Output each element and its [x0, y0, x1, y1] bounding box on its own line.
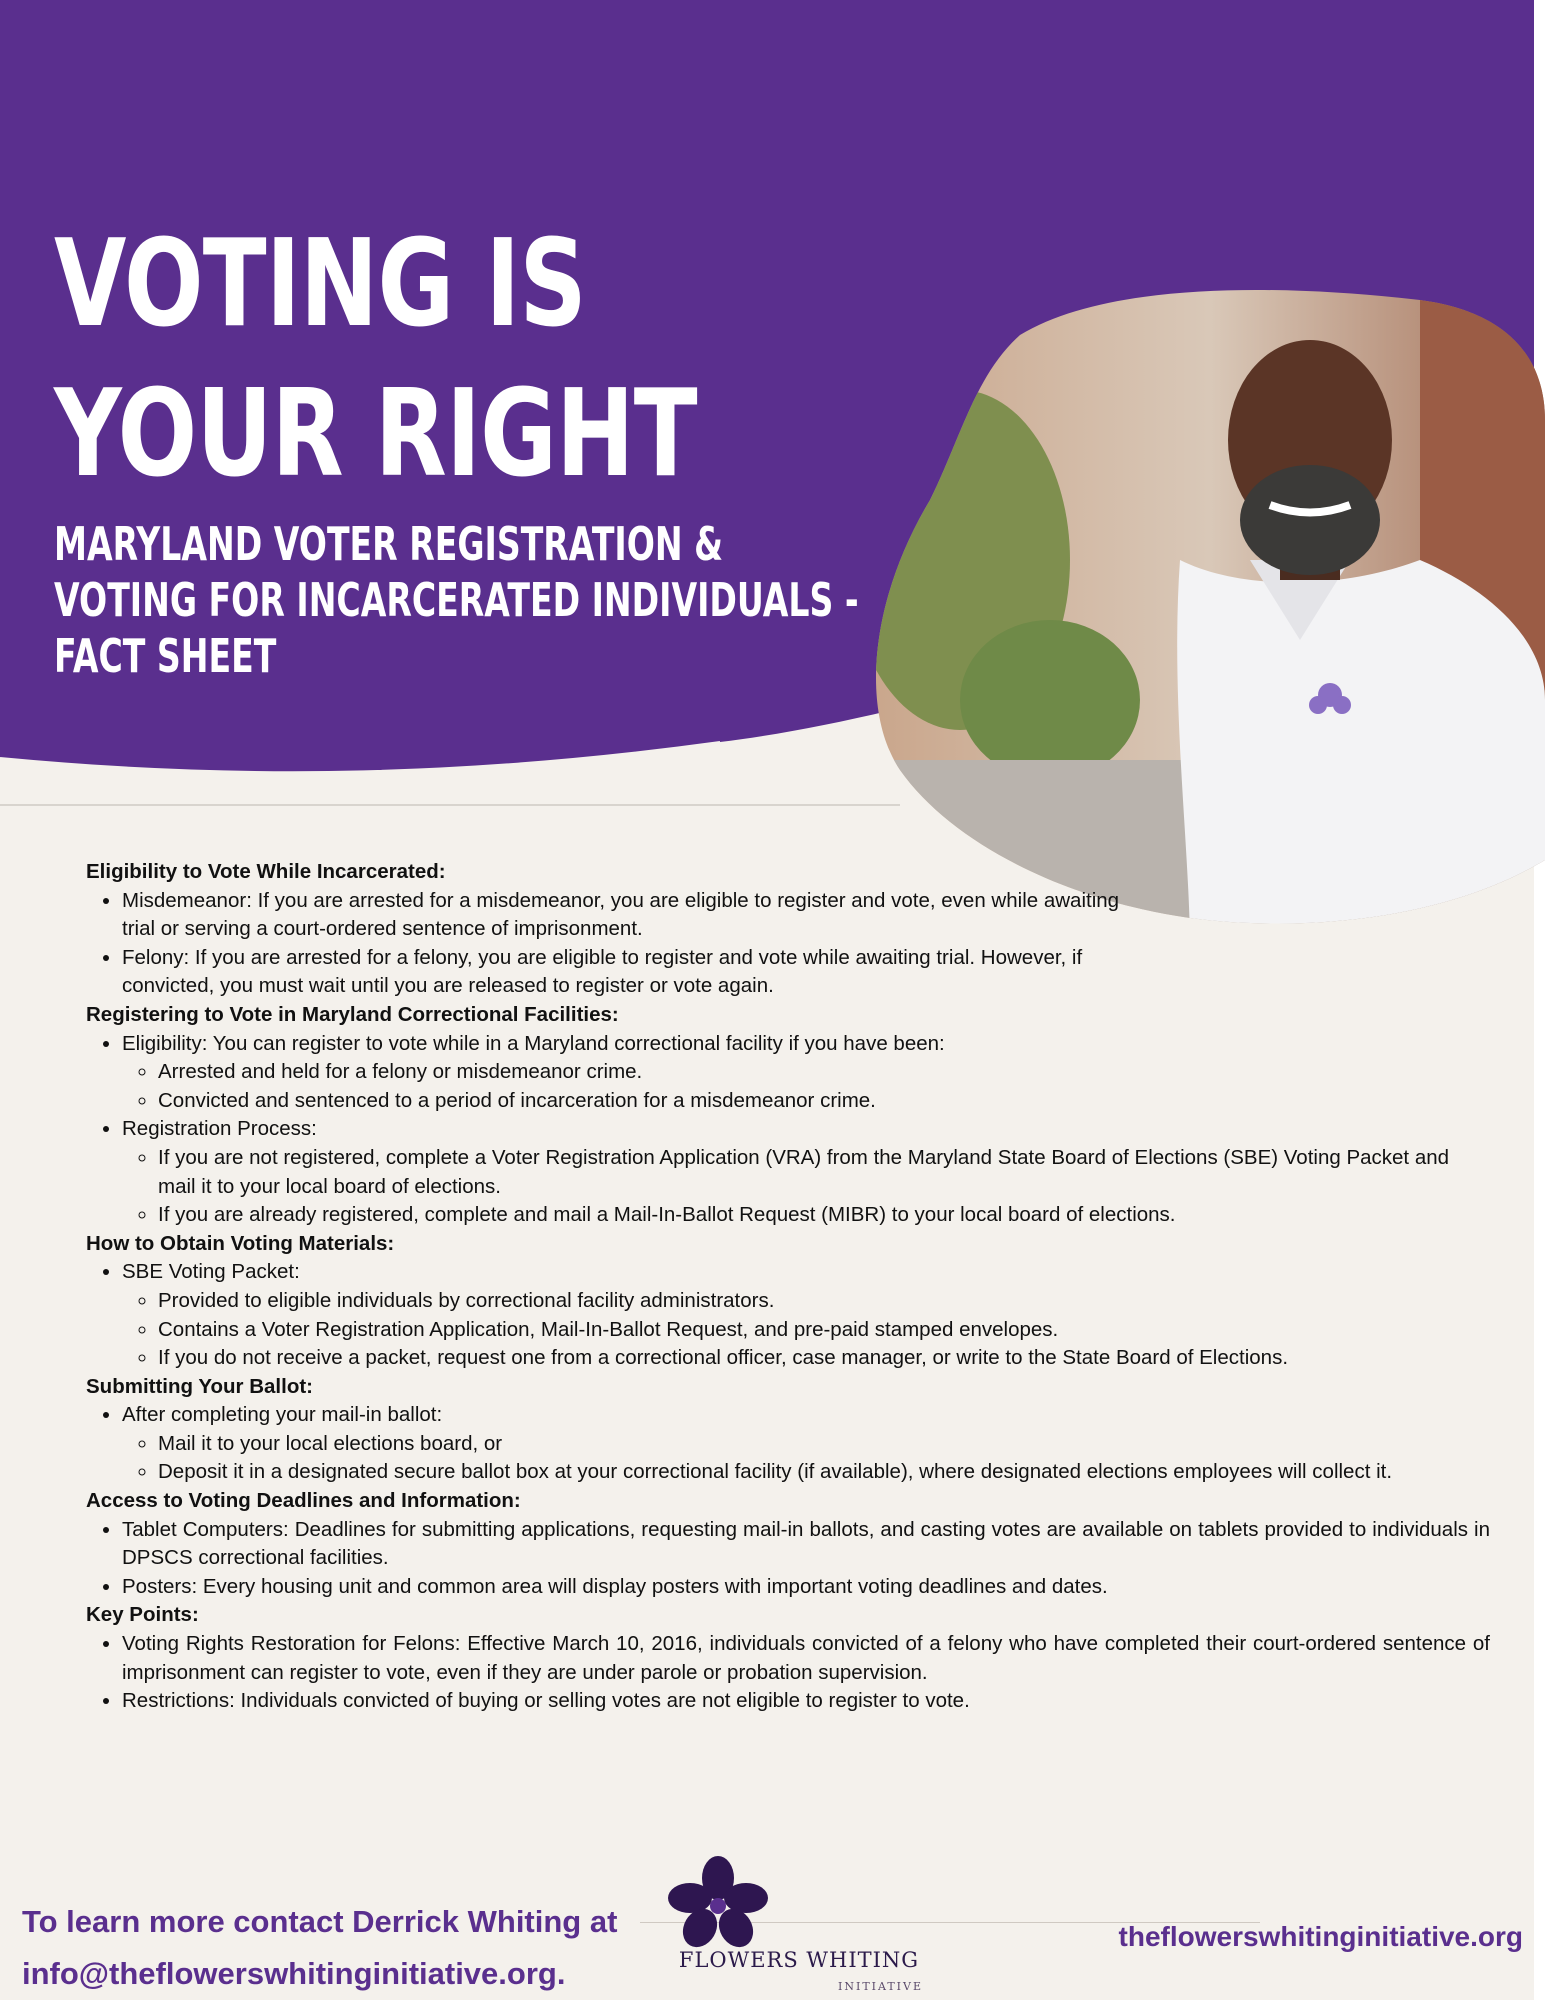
fact-sheet-body	[86, 858, 1490, 1716]
section-heading-eligibility: Eligibility to Vote While Incarcerated:	[86, 860, 446, 883]
logo-subtitle: INITIATIVE	[838, 1980, 923, 1993]
subtitle-line-1: MARYLAND VOTER REGISTRATION &	[54, 517, 724, 571]
logo-name: FLOWERS WHITING	[678, 1948, 920, 1972]
sub-list-item: ◦ If you do not receive a packet, request one from a correctional officer, case manager, or write to the State Board of Elections.	[158, 1344, 1490, 1373]
list-item: • Restrictions: Individuals convicted of buying or selling votes are not eligible to register to vote.	[122, 1687, 1490, 1716]
list-item: • Misdemeanor: If you are arrested for a misdemeanor, you are eligible to register and vote, even while awaiting trial or serving a court-ordered sentence of imprisonment.	[122, 887, 1122, 944]
sub-list-item: ◦ Deposit it in a designated secure ballot box at your correctional facility (if available), where designated elections employees will collect it.	[158, 1458, 1490, 1487]
title-line-1: VOTING IS	[54, 215, 587, 354]
footer-contact-line-1: To learn more contact Derrick Whiting at	[22, 1904, 618, 1939]
list-item	[122, 1258, 1490, 1372]
logo-wordmark	[674, 1948, 924, 1972]
key-points-list	[86, 1630, 1490, 1716]
sub-list	[122, 1287, 1490, 1373]
list-item-text: SBE Voting Packet:	[122, 1260, 300, 1284]
footer-contact	[22, 1896, 617, 2000]
sub-list-item: ◦ Arrested and held for a felony or misdemeanor crime.	[158, 1058, 1490, 1087]
website-link[interactable]: theflowerswhitinginitiative.org	[1118, 1921, 1523, 1952]
sub-list	[122, 1430, 1490, 1487]
registering-list	[86, 1030, 1490, 1230]
section-heading-deadlines: Access to Voting Deadlines and Information:	[86, 1489, 521, 1513]
list-item-text: Registration Process:	[122, 1117, 317, 1141]
section-heading-key-points: Key Points:	[86, 1603, 199, 1627]
subtitle-line-3: FACT SHEET	[54, 629, 277, 683]
list-item	[122, 1115, 1490, 1229]
sub-list	[122, 1058, 1490, 1115]
flower-logo-icon	[668, 1856, 768, 1951]
footer-contact-email[interactable]: info@theflowerswhitinginitiative.org.	[22, 1956, 566, 1991]
list-item: • Tablet Computers: Deadlines for submitting applications, requesting mail-in ballots, and casting votes are available on tablets provided to individuals in DPSCS correctional facilities.	[122, 1516, 1490, 1573]
list-item: • Felony: If you are arrested for a felony, you are eligible to register and vote while awaiting trial. However, if convicted, you must wait until you are released to register or vote again.	[122, 944, 1122, 1001]
deadlines-list	[86, 1516, 1490, 1602]
sub-list-item: ◦ If you are not registered, complete a Voter Registration Application (VRA) from the Maryland State Board of Elections (SBE) Voting Packet and mail it to your local board of elections.	[158, 1144, 1490, 1201]
list-item	[122, 1401, 1490, 1487]
sub-list-item: ◦ If you are already registered, complete and mail a Mail-In-Ballot Request (MIBR) to your local board of elections.	[158, 1201, 1490, 1230]
submitting-list	[86, 1401, 1490, 1487]
portrait-photo	[0, 0, 1545, 940]
title-line-2: YOUR RIGHT	[54, 365, 697, 504]
list-item-text: Eligibility: You can register to vote while in a Maryland correctional facility if you have been:	[122, 1031, 945, 1055]
materials-list	[86, 1258, 1490, 1372]
list-item-text: After completing your mail-in ballot:	[122, 1403, 443, 1427]
sub-list	[122, 1144, 1490, 1230]
sub-list-item: ◦ Provided to eligible individuals by correctional facility administrators.	[158, 1287, 1490, 1316]
list-item	[122, 1030, 1490, 1116]
sub-list-item: ◦ Convicted and sentenced to a period of incarceration for a misdemeanor crime.	[158, 1087, 1490, 1116]
eligibility-list	[86, 887, 1122, 1001]
list-item: • Posters: Every housing unit and common area will display posters with important voting deadlines and dates.	[122, 1573, 1490, 1602]
subtitle-line-2: VOTING FOR INCARCERATED INDIVIDUALS -	[54, 573, 859, 627]
section-heading-registering: Registering to Vote in Maryland Correctional Facilities:	[86, 1002, 619, 1026]
section-heading-materials: How to Obtain Voting Materials:	[86, 1231, 395, 1255]
section-heading-submitting: Submitting Your Ballot:	[86, 1374, 314, 1398]
list-item: • Voting Rights Restoration for Felons: Effective March 10, 2016, individuals convicted of a felony who have completed their court-ordered sentence of imprisonment can register to vote, even if they are under parole or probation supervision.	[122, 1630, 1490, 1687]
sub-list-item: ◦ Contains a Voter Registration Application, Mail-In-Ballot Request, and pre-paid stamped envelopes.	[158, 1316, 1490, 1345]
sub-list-item: ◦ Mail it to your local elections board, or	[158, 1430, 1490, 1459]
